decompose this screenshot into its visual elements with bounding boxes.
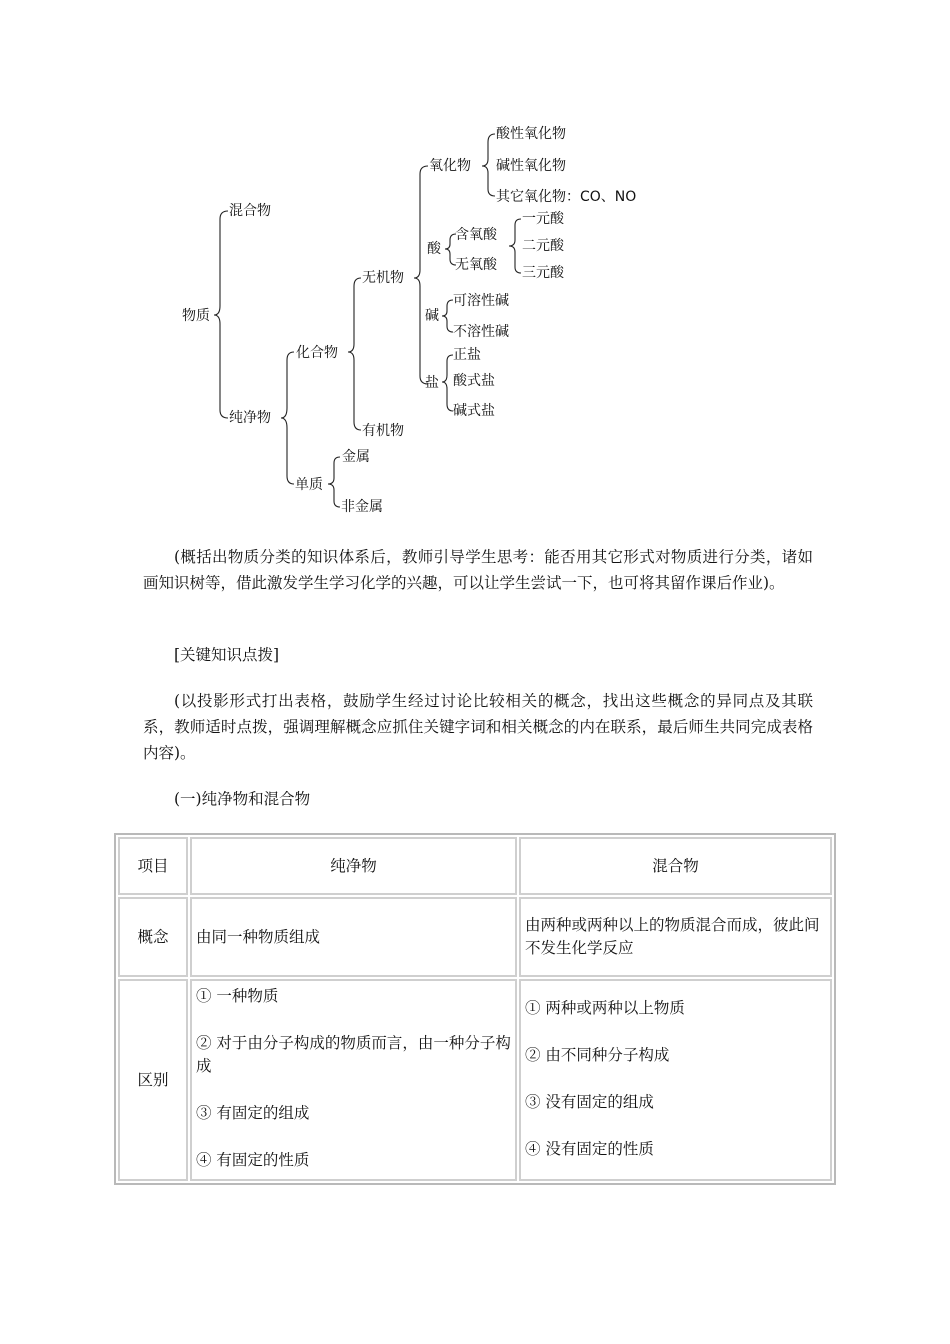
header-pure: 纯净物 [190, 837, 517, 895]
section-heading-pure-vs-mixture: (一)纯净物和混合物 [174, 790, 311, 808]
list-item: ④ 没有固定的性质 [525, 1140, 654, 1158]
list-item: ② 对于由分子构成的物质而言，由一种分子构成 [196, 1034, 511, 1075]
cell-difference-pure [190, 979, 517, 1181]
brace-inorganic [414, 166, 428, 384]
brace-element [328, 457, 340, 507]
node-inorganic: 无机物 [362, 270, 404, 286]
node-monoacid: 一元酸 [522, 211, 564, 227]
table-row-difference [118, 979, 832, 1181]
brace-salt [442, 355, 453, 411]
list-item: ③ 没有固定的组成 [525, 1093, 654, 1111]
node-substance: 物质 [182, 308, 210, 324]
node-compound: 化合物 [296, 345, 338, 361]
node-soluble-base: 可溶性碱 [453, 293, 509, 309]
list-item: ③ 有固定的组成 [196, 1104, 310, 1122]
classification-tree [0, 0, 950, 540]
node-acid: 酸 [427, 241, 441, 257]
brace-root [214, 211, 228, 418]
brace-pure [281, 352, 294, 484]
node-acidic-oxide: 酸性氧化物 [496, 126, 566, 142]
node-basic-salt: 碱式盐 [453, 403, 495, 419]
cell-concept-mixture: 由两种或两种以上的物质混合而成，彼此间不发生化学反应 [519, 897, 832, 977]
node-oxide: 氧化物 [429, 158, 471, 174]
brace-base [442, 300, 453, 332]
node-basic-oxide: 碱性氧化物 [496, 158, 566, 174]
table-row-concept [118, 897, 832, 977]
header-item: 项目 [118, 837, 188, 895]
node-triacid: 三元酸 [522, 265, 564, 281]
brace-compound [348, 278, 361, 430]
paragraph-summary: (概括出物质分类的知识体系后，教师引导学生思考：能否用其它形式对物质进行分类，诸如画知识树等，借此激发学生学习化学的兴趣，可以让学生尝试一下，也可将其留作课后作业)。 [143, 548, 813, 592]
node-metal: 金属 [342, 449, 370, 465]
node-other-oxide: 其它氧化物：CO、NO [496, 189, 637, 205]
node-element-substance: 单质 [295, 477, 323, 493]
node-base: 碱 [425, 308, 439, 324]
node-salt: 盐 [425, 375, 439, 391]
row-label-difference: 区别 [118, 979, 188, 1181]
node-oxyacid: 含氧酸 [455, 227, 497, 243]
node-normal-salt: 正盐 [453, 347, 481, 363]
list-item: ② 由不同种分子构成 [525, 1046, 670, 1064]
node-pure: 纯净物 [229, 410, 271, 426]
paragraph-table-instructions: (以投影形式打出表格，鼓励学生经过讨论比较相关的概念，找出这些概念的异同点及其联系，教师适时点拨，强调理解概念应抓住关键字词和相关概念的内在联系，最后师生共同完成表格内容)。 [143, 692, 813, 762]
section-heading-key-points: [关键知识点拨] [174, 646, 280, 664]
node-nonmetal: 非金属 [341, 499, 383, 515]
node-mixture: 混合物 [229, 203, 271, 219]
brace-acid-types [509, 219, 521, 273]
comparison-table [114, 833, 836, 1185]
row-label-concept: 概念 [118, 897, 188, 977]
list-item: ④ 有固定的性质 [196, 1151, 310, 1169]
cell-difference-mixture [519, 979, 832, 1181]
list-item: ① 一种物质 [196, 987, 279, 1005]
brace-oxide [482, 134, 495, 196]
cell-concept-pure: 由同一种物质组成 [190, 897, 517, 977]
node-diacid: 二元酸 [522, 238, 564, 254]
node-non-oxyacid: 无氧酸 [455, 257, 497, 273]
header-mixture: 混合物 [519, 837, 832, 895]
node-acid-salt: 酸式盐 [453, 373, 495, 389]
node-insoluble-base: 不溶性碱 [453, 324, 509, 340]
list-item: ① 两种或两种以上物质 [525, 999, 685, 1017]
node-organic: 有机物 [362, 423, 404, 439]
table-header-row [118, 837, 832, 895]
